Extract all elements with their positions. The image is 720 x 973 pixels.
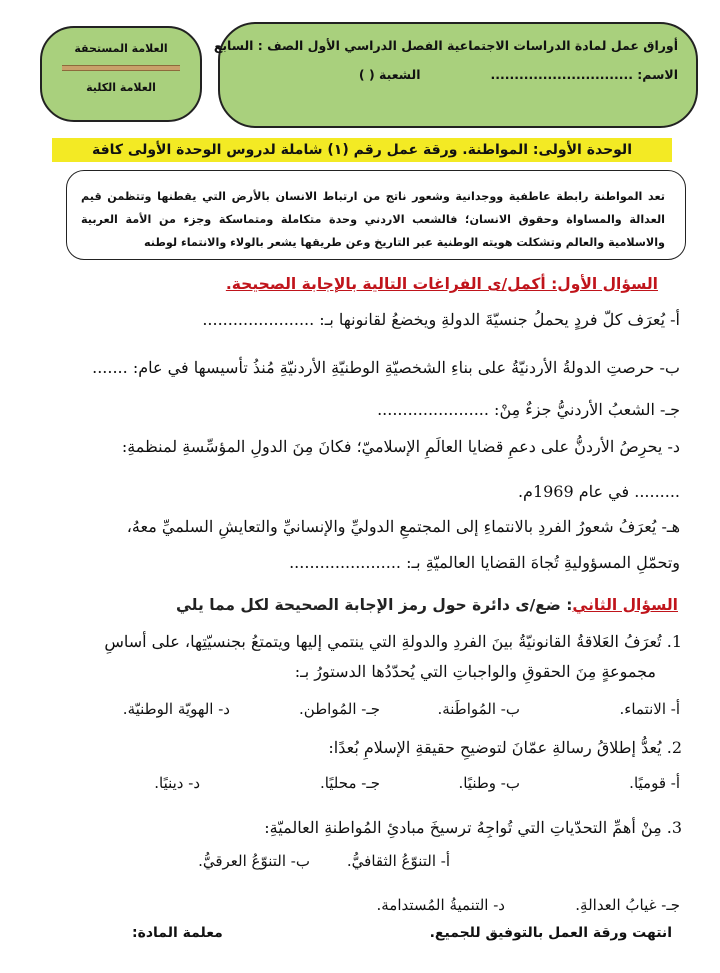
intro-box: تعد المواطنة رابطة عاطفية ووجدانية وشعور ناتج من ارتباط الانسان بالأرض التي يقطنها وتتظمن قيم العدالة والمساواة وحقوق الانسان؛ فالشعب الاردني وحدة متكاملة ومتماسكة وجزء من الأمة العربية والاسلامية والعالم وتشكلت هويته الوطنية عبر التاريخ وعن طريقها يشعر بالولاء والانتماء لوطنه (66, 170, 686, 260)
q1-item-h: هـ- يُعرَفُ شعورُ الفردِ بالانتماءِ إلى المجتمعِ الدوليِّ والإنسانيِّ والتعايشِ السلميِّ معهُ، (126, 517, 680, 536)
total-mark-label: العلامة الكلية (86, 81, 156, 94)
option-a[interactable]: أ- التنوّعُ الثقافيُّ. (346, 852, 450, 870)
q1-item-j: جـ- الشعبُ الأردنيُّ جزءٌ مِنْ: ...................... (377, 400, 680, 419)
option-a[interactable]: أ- قوميًا. (629, 774, 680, 792)
option-a[interactable]: أ- الانتماء. (619, 700, 680, 718)
option-c[interactable]: جـ- محليًا. (319, 774, 380, 792)
question-1-title: السؤال الأول: أكمل/ى الفراغات التالية بالإجابة الصحيحة. (225, 275, 658, 293)
question-2-title (176, 596, 678, 614)
q2-question-1-cont: مجموعةٍ مِنَ الحقوقِ والواجباتِ التي يُحدّدُها الدستورُ بـ: (294, 662, 656, 681)
q1-item-a: أ- يُعرَف كلّ فردٍ يحملُ جنسيّةَ الدولةِ ويخضعُ لقانونها بـ: ...................... (202, 310, 680, 329)
q2-question-1: 1. تُعرَفُ العَلاقةُ القانونيّةُ بينَ الفردِ والدولةِ التي ينتمي إليها ويتمتعُ بجنسيّتِها، على أساسِ (104, 632, 682, 651)
option-d[interactable]: د- الهويّة الوطنيّة. (122, 700, 230, 718)
marks-box (40, 26, 202, 122)
q2-question-2: 2. يُعدُّ إطلاقُ رسالةِ عمّانَ لتوضيحِ حقيقةِ الإسلامِ بُعدًا: (328, 738, 682, 757)
worksheet-header (213, 22, 698, 128)
student-name-field: الاسم: .............................. (490, 67, 678, 82)
question-2-instruction: : ضع/ى دائرة حول رمز الإجابة الصحيحة لكل مما يلي (175, 596, 573, 614)
option-c[interactable]: جـ- المُواطن. (299, 700, 380, 718)
q2-question-3-options-row1 (40, 852, 680, 876)
q1-item-b: ب- حرصتِ الدولةُ الأردنيّةُ على بناءِ الشخصيّةِ الوطنيّةِ الأردنيّةِ مُنذُ تأسيسها في عام: ....... (92, 358, 680, 377)
closing-message: انتهت ورقة العمل بالتوفيق للجميع. (429, 925, 672, 941)
q1-item-d-cont: ......... في عام 1969م. (517, 482, 680, 501)
teacher-label: معلمة المادة: (132, 925, 223, 941)
q2-question-1-options (40, 700, 680, 724)
student-info-line (238, 67, 678, 82)
question-2-lead: السؤال الثاني (572, 596, 678, 614)
mark-divider (62, 65, 180, 71)
earned-mark-label: العلامة المستحقة (74, 42, 168, 55)
q1-item-d: د- يحرِصُ الأردنُّ على دعمِ قضايا العالَمِ الإسلاميّ؛ فكانَ مِنَ الدولِ المؤسِّسةِ لمنظمةِ: (121, 437, 680, 456)
option-d[interactable]: د- دينيًا. (154, 774, 200, 792)
section-field: الشعبة ( ) (358, 67, 421, 82)
worksheet-title: أوراق عمل لمادة الدراسات الاجتماعية الفصل الدراسي الأول الصف : السابع (213, 38, 678, 53)
option-c[interactable]: جـ- غيابُ العدالةِ. (575, 896, 680, 914)
option-d[interactable]: د- التنميةُ المُستدامة. (376, 896, 505, 914)
q2-question-3-options-row2 (40, 896, 680, 920)
option-b[interactable]: ب- المُواطَنة. (437, 700, 520, 718)
unit-title: الوحدة الأولى: المواطنة. ورقة عمل رقم (١) شاملة لدروس الوحدة الأولى كافة (52, 138, 672, 162)
q2-question-3: 3. مِنْ أهمِّ التحدّياتِ التي تُواجِهُ ترسيخَ مبادئِ المُواطنةِ العالميّةِ: (264, 818, 682, 837)
q1-item-h-cont: وتحمّلِ المسؤوليةِ تُجاهَ القضايا العالميّةِ بـ: ...................... (289, 553, 680, 572)
option-b[interactable]: ب- وطنيًا. (458, 774, 520, 792)
option-b[interactable]: ب- التنوّعُ العرقيُّ. (198, 852, 310, 870)
q2-question-2-options (40, 774, 680, 798)
